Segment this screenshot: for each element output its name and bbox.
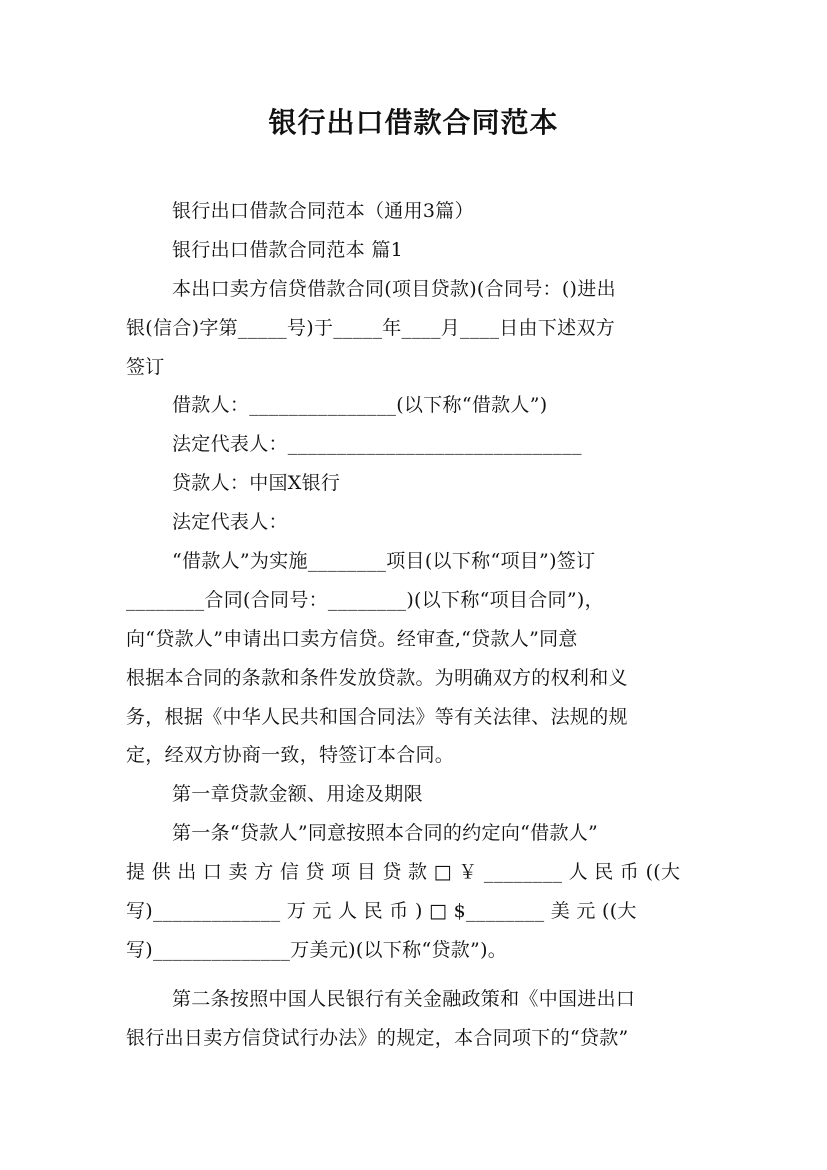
document-body — [126, 192, 704, 1058]
paragraph-line: 定，经双方协商一致，特签订本合同。 — [126, 744, 455, 767]
paragraph-line: 本出口卖方信贷借款合同(项目贷款)(合同号：()进出 — [172, 277, 616, 300]
paragraph-line: 写)_____________ 万 元 人 民 币 ) □ $________ 美 元 ((大 — [126, 900, 637, 923]
paragraph-gap — [126, 970, 704, 980]
paragraph-line: 务，根据《中华人民共和国合同法》等有关法律、法规的规 — [126, 705, 628, 728]
paragraph-line: 银(信合)字第_____号)于_____年____月____日由下述双方 — [126, 316, 616, 339]
paragraph-line: 银行出日卖方信贷试行办法》的规定，本合同项下的“贷款” — [126, 1026, 629, 1049]
paragraph-line: 法定代表人：______________________________ — [172, 433, 582, 456]
document-title: 银行出口借款合同范本 — [268, 106, 559, 139]
paragraph-line: 贷款人：中国X银行 — [172, 472, 341, 495]
paragraph-line: 向“贷款人”申请出口卖方信贷。经审查,“贷款人”同意 — [126, 627, 578, 650]
paragraph-line: 第二条按照中国人民银行有关金融政策和《中国进出口 — [172, 987, 636, 1010]
paragraph-line: “借款人”为实施________项目(以下称“项目”)签订 — [172, 550, 596, 573]
paragraph-line: 法定代表人： — [172, 511, 288, 534]
paragraph-line: 提 供 出 口 卖 方 信 贷 项 目 贷 款 □ ￥ ________ 人 民 币 ((大 — [126, 861, 681, 884]
paragraph-line: 银行出口借款合同范本 篇1 — [172, 238, 404, 261]
paragraph-line: 借款人：_______________(以下称“借款人”) — [172, 394, 548, 417]
paragraph-line: 签订 — [126, 355, 165, 378]
paragraph-line: 第一条“贷款人”同意按照本合同的约定向“借款人” — [172, 822, 599, 845]
paragraph-line: ________合同(合同号：________)(以下称“项目合同”)， — [126, 588, 604, 611]
paragraph-line: 写)______________万美元)(以下称“贷款”)。 — [126, 938, 508, 961]
paragraph-line: 银行出口借款合同范本（通用3篇） — [172, 200, 474, 222]
chapter-heading: 第一章贷款金额、用途及期限 — [172, 783, 423, 806]
paragraph-line: 根据本合同的条款和条件发放贷款。为明确双方的权利和义 — [126, 666, 628, 689]
